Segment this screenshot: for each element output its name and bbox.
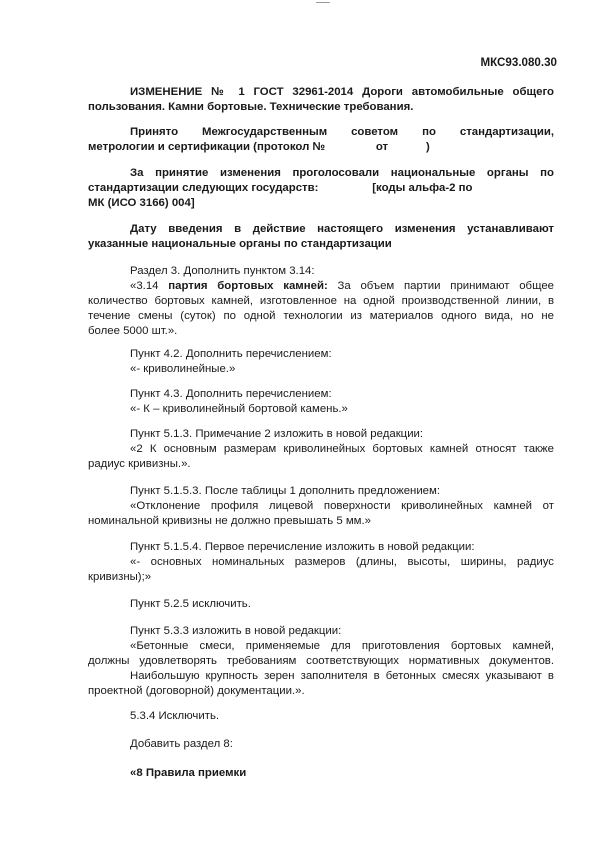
section-3-amendment: Раздел 3. Дополнить пунктом 3.14: «3.14 партия бортовых камней: За объем партии принимают общее количество бортовых камней, изготовленное на одной производственной линии, в течение смены (суток) по одной технологии из материалов одного вида, но не более 5000 шт.». bbox=[88, 265, 554, 337]
item-4-2-amendment: Пункт 4.2. Дополнить перечислением: «- криволинейные.» bbox=[130, 348, 332, 375]
term-batch: партия бортовых камней: bbox=[168, 280, 328, 292]
item-5-1-5-3-amendment: Пункт 5.1.5.3. После таблицы 1 дополнить предложением: «Отклонение профиля лицевой поверхности криволинейных камней от номинальной кривизны не должно превышать 5 мм.» bbox=[88, 485, 554, 527]
item-4-3-amendment: Пункт 4.3. Дополнить перечислением: «- К – криволинейный бортовой камень.» bbox=[130, 388, 348, 415]
adopted-by: Принято Межгосударственным советом по стандартизации, метрологии и сертификации (протокол № от ) bbox=[88, 126, 554, 153]
voting-states: За принятие изменения проголосовали национальные органы по стандартизации следующих государств: [коды альфа-2 по МК (ИСО 3166) 004] bbox=[88, 167, 554, 209]
amendment-title: ИЗМЕНЕНИЕ № 1 ГОСТ 32961-2014 Дороги автомобильные общего пользования. Камни бортовые. Технические требования. bbox=[88, 86, 554, 113]
item-5-3-3-amendment: Пункт 5.3.3 изложить в новой редакции: «Бетонные смеси, применяемые для приготовления бортовых камней, должны удовлетворять требованиям соответствующих нормативных документов. Наибольшую крупность зерен заполнителя в бетонных смесях указывают в проектной (договорной) документации.». bbox=[88, 625, 554, 697]
classification-code: МКС93.080.30 bbox=[480, 56, 557, 69]
add-section-8: Добавить раздел 8: bbox=[130, 738, 233, 750]
item-5-1-3-amendment: Пункт 5.1.3. Примечание 2 изложить в новой редакции: «2 К основным размерам криволинейных бортовых камней относят также радиус кривизны.». bbox=[88, 428, 554, 470]
scan-mark bbox=[316, 2, 330, 3]
item-3-14: «3.14 партия бортовых камней: За объем партии принимают общее bbox=[130, 280, 554, 292]
item-5-3-4-amendment: 5.3.4 Исключить. bbox=[130, 710, 220, 722]
section-8-title: «8 Правила приемки bbox=[130, 767, 247, 779]
item-5-1-5-4-amendment: Пункт 5.1.5.4. Первое перечисление изложить в новой редакции: «- основных номинальных размеров (длины, высоты, ширины, радиус кривизны);» bbox=[88, 541, 554, 583]
effective-date-note: Дату введения в действие настоящего изменения устанавливают указанные национальные органы по стандартизации bbox=[88, 223, 554, 250]
item-5-2-5-amendment: Пункт 5.2.5 исключить. bbox=[130, 598, 251, 610]
